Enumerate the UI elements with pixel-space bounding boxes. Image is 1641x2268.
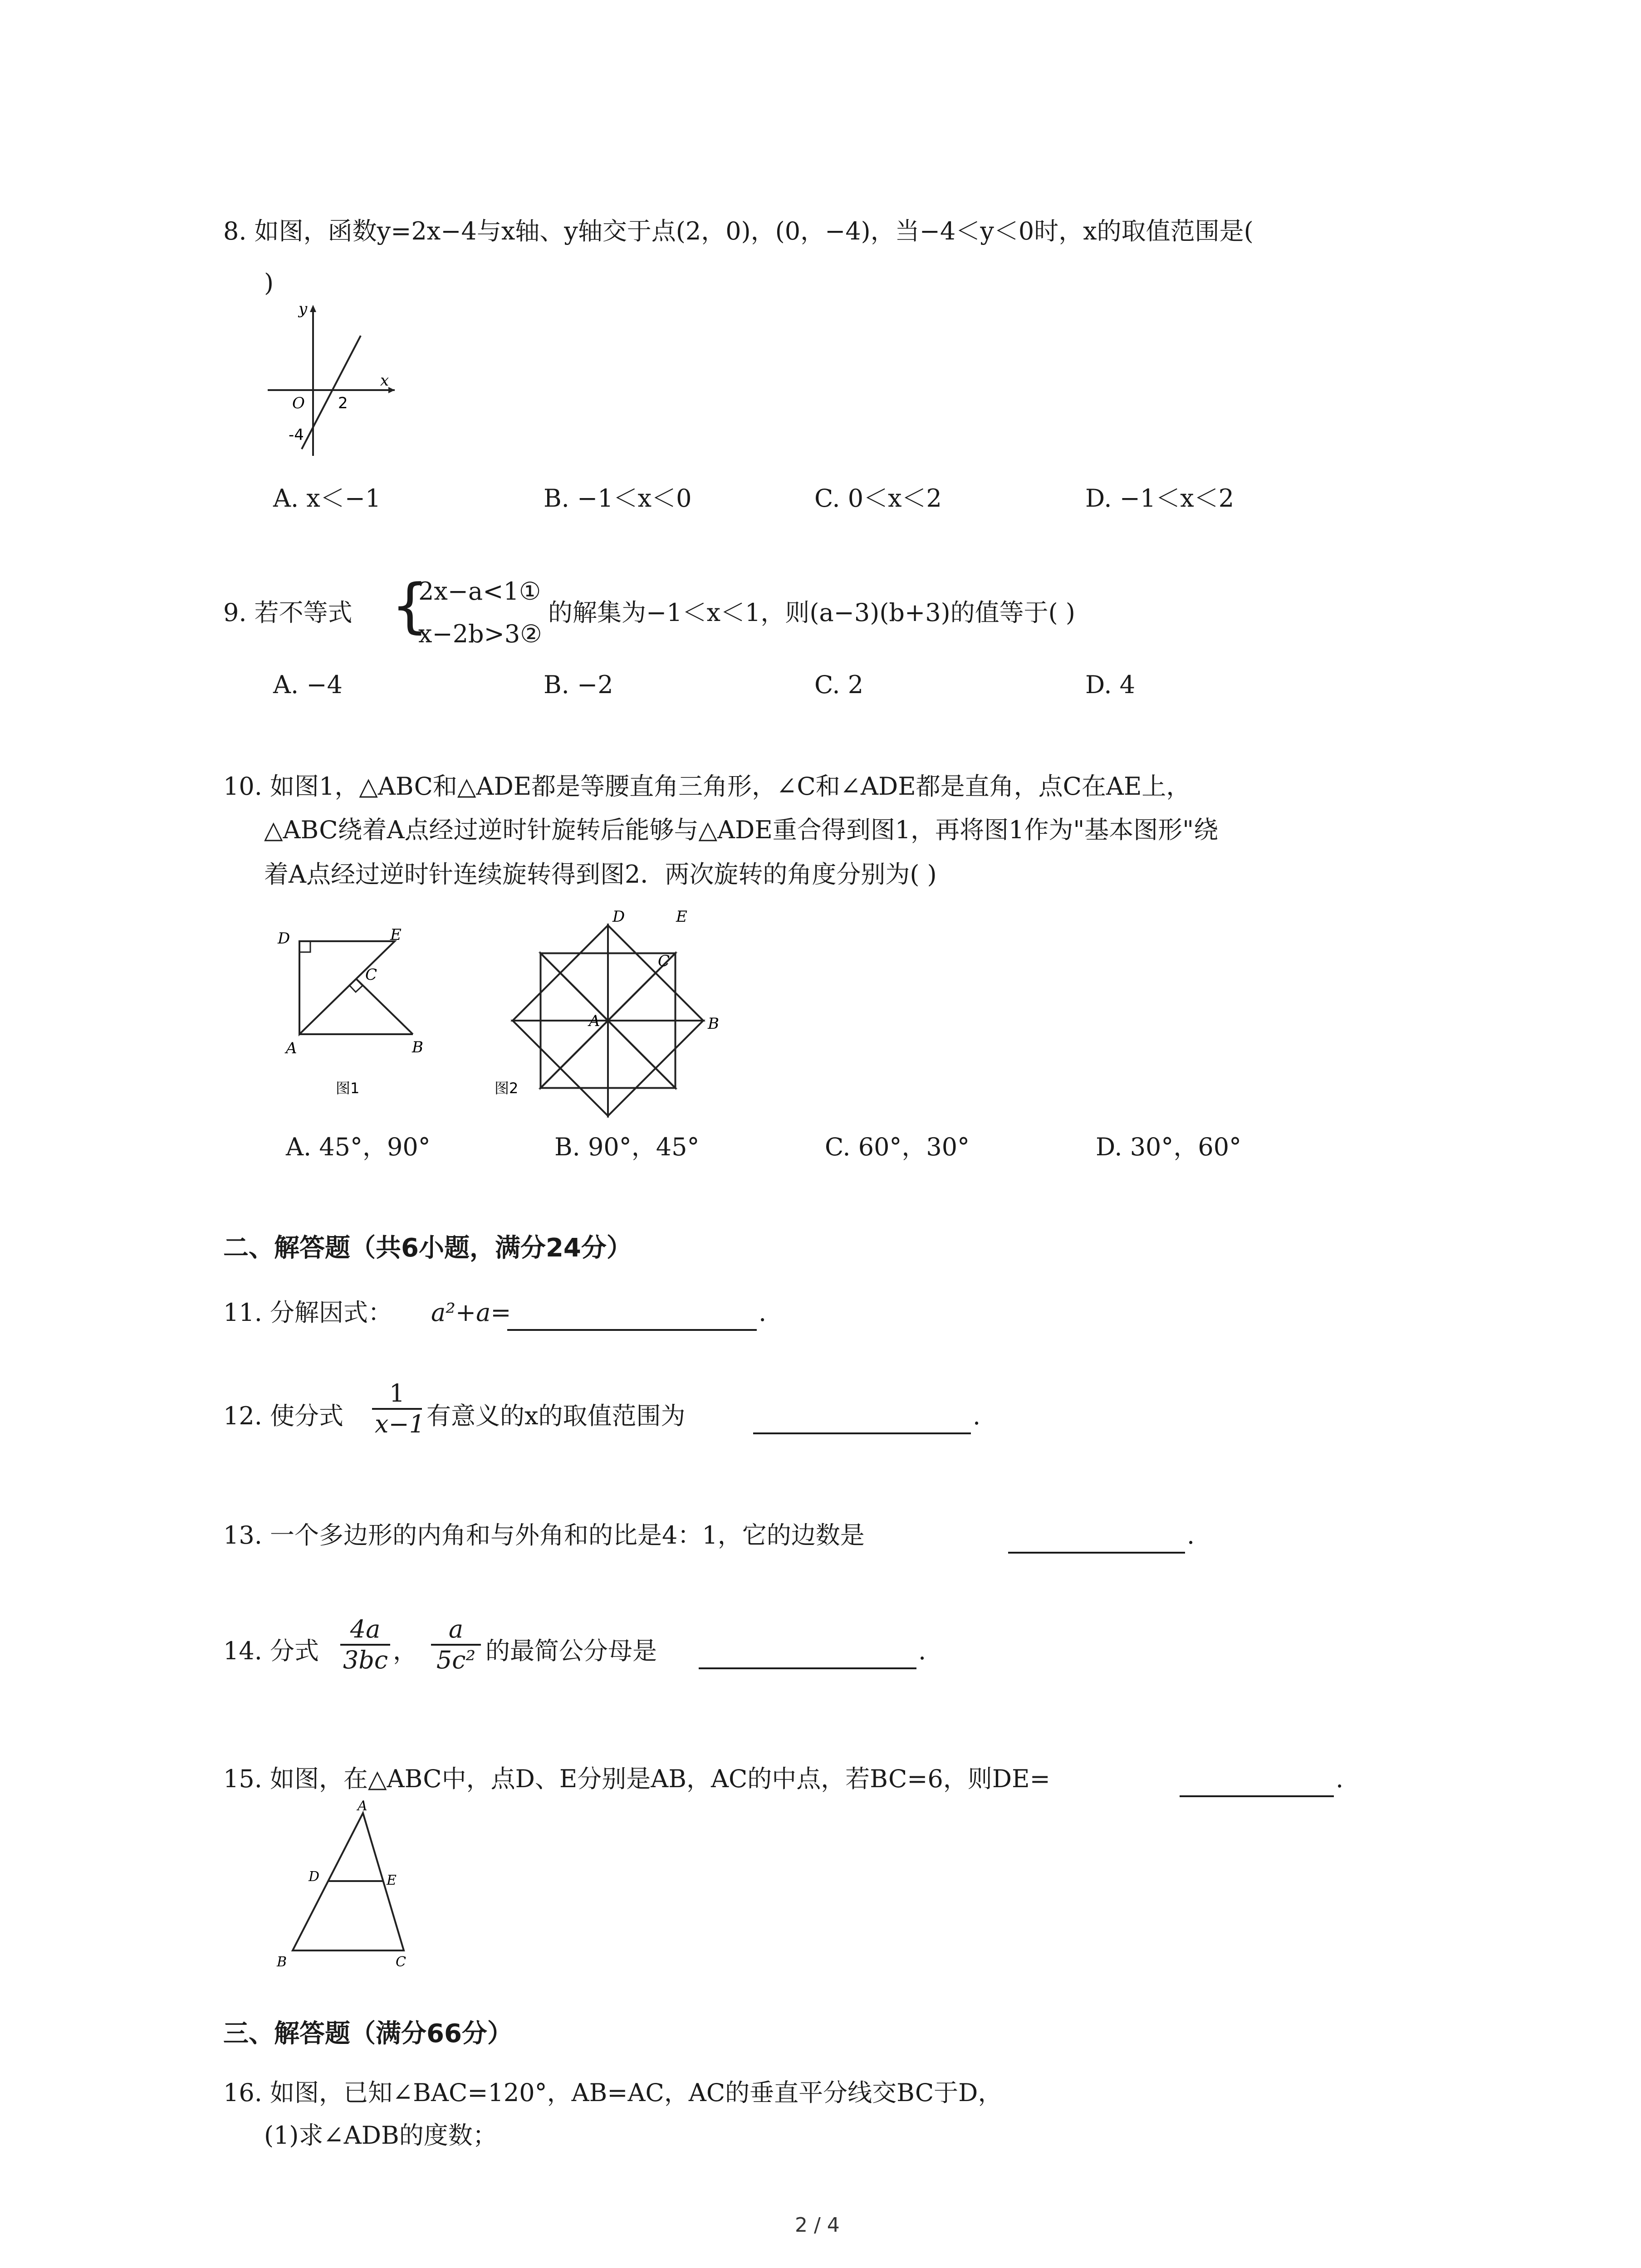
q10-option-b[interactable]: B. 90°，45° xyxy=(554,1133,700,1161)
q14-fraction-1 xyxy=(340,1615,390,1675)
q8-graph-x-intercept-label: 2 xyxy=(338,394,348,412)
q10-fig1-label-b: B xyxy=(412,1038,423,1056)
q10-option-c[interactable]: C. 60°，30° xyxy=(825,1133,970,1161)
q10-fig2-label-c: C xyxy=(658,952,670,970)
q10-option-a[interactable]: A. 45°，90° xyxy=(286,1133,431,1161)
q9-option-b[interactable]: B. −2 xyxy=(544,670,613,699)
q14-fraction-1-denominator: 3bc xyxy=(343,1646,388,1674)
q9-inequality-2: x−2b>3② xyxy=(418,620,542,648)
q12-period: . xyxy=(973,1402,981,1430)
q11-stem: 11. 分解因式： xyxy=(223,1298,393,1327)
section-2-heading: 二、解答题（共6小题，满分24分） xyxy=(223,1233,632,1263)
q12-fraction xyxy=(372,1379,425,1439)
q10-fig2-label-a: A xyxy=(589,1012,600,1030)
q10-fig1-label-a: A xyxy=(286,1039,297,1057)
q9-stem-prefix: 9. 若不等式 xyxy=(223,598,353,627)
q14-stem-prefix: 14. 分式 xyxy=(223,1637,319,1665)
q10-option-d[interactable]: D. 30°，60° xyxy=(1096,1133,1242,1161)
q9-option-a[interactable]: A. −4 xyxy=(273,670,343,699)
q15-label-a: A xyxy=(358,1798,367,1814)
q11-period: . xyxy=(759,1298,767,1327)
page-number: 2 / 4 xyxy=(795,2214,840,2237)
q10-fig2-label-b: B xyxy=(708,1015,719,1033)
q15-label-b: B xyxy=(277,1954,287,1970)
q8-graph xyxy=(263,295,399,458)
q9-option-d[interactable]: D. 4 xyxy=(1085,670,1136,699)
q11-expression: a²+a= xyxy=(431,1298,511,1327)
q14-period: . xyxy=(918,1637,926,1665)
q9-system-brace: { xyxy=(391,571,429,640)
q11-answer-blank[interactable] xyxy=(507,1329,757,1331)
q10-stem-line1: 10. 如图1，△ABC和△ADE都是等腰直角三角形，∠C和∠ADE都是直角，点C在AE上， xyxy=(223,772,1191,801)
q15-triangle-figure xyxy=(272,1798,426,1975)
q9-option-c[interactable]: C. 2 xyxy=(814,670,864,699)
q14-stem-suffix: 的最简公分母是 xyxy=(485,1637,657,1665)
q8-graph-y-label: y xyxy=(299,300,308,318)
q15-label-d: D xyxy=(309,1869,320,1885)
q10-figure-2 xyxy=(490,903,726,1139)
q10-fig1-label-c: C xyxy=(365,966,377,984)
q8-stem-line2: ) xyxy=(264,269,274,297)
q10-fig2-caption: 图2 xyxy=(495,1080,519,1097)
q12-fraction-numerator: 1 xyxy=(372,1379,422,1410)
q10-stem-line3: 着A点经过逆时针连续旋转得到图2．两次旋转的角度分别为( ) xyxy=(264,860,937,889)
q14-fraction-1-numerator: 4a xyxy=(340,1615,390,1646)
q12-fraction-denominator: x−1 xyxy=(375,1410,425,1438)
q10-figure-1 xyxy=(272,921,445,1102)
q10-fig2-label-e: E xyxy=(676,908,687,926)
section-3-heading: 三、解答题（满分66分） xyxy=(223,2019,513,2048)
q13-period: . xyxy=(1187,1521,1195,1549)
q8-graph-y-intercept-label: -4 xyxy=(289,426,304,444)
q14-fraction-2-denominator: 5c² xyxy=(436,1646,476,1674)
q10-stem-line2: △ABC绕着A点经过逆时针旋转后能够与△ADE重合得到图1，再将图1作为"基本图形"绕 xyxy=(264,816,1219,844)
q15-label-e: E xyxy=(387,1872,397,1888)
q8-graph-x-label: x xyxy=(380,371,389,390)
q8-graph-origin-label: O xyxy=(292,394,305,412)
q10-fig1-label-d: D xyxy=(278,929,290,948)
q12-answer-blank[interactable] xyxy=(753,1432,971,1434)
q14-fraction-2 xyxy=(431,1615,481,1675)
q8-option-b[interactable]: B. −1＜x＜0 xyxy=(544,484,692,513)
q16-subquestion-1: (1)求∠ADB的度数； xyxy=(264,2121,497,2150)
q16-stem-line1: 16. 如图，已知∠BAC=120°，AB=AC，AC的垂直平分线交BC于D， xyxy=(223,2078,1003,2107)
q10-fig1-caption: 图1 xyxy=(336,1080,360,1097)
q14-answer-blank[interactable] xyxy=(699,1667,916,1669)
q15-stem: 15. 如图，在△ABC中，点D、E分别是AB，AC的中点，若BC=6，则DE= xyxy=(223,1765,1050,1793)
q15-period: . xyxy=(1336,1765,1344,1793)
q8-option-a[interactable]: A. x＜−1 xyxy=(273,484,381,513)
q10-fig1-label-e: E xyxy=(390,926,402,944)
q8-option-c[interactable]: C. 0＜x＜2 xyxy=(814,484,942,513)
q8-stem-line1: 8. 如图，函数y=2x−4与x轴、y轴交于点(2，0)，(0，−4)，当−4＜y＜0时，x的取值范围是( xyxy=(223,217,1254,245)
q15-label-c: C xyxy=(396,1954,406,1970)
q9-inequality-1: 2x−a<1① xyxy=(418,577,541,606)
q14-fraction-2-numerator: a xyxy=(431,1615,481,1646)
q8-option-d[interactable]: D. −1＜x＜2 xyxy=(1085,484,1234,513)
q12-stem-suffix: 有意义的x的取值范围为 xyxy=(426,1402,686,1430)
q12-stem-prefix: 12. 使分式 xyxy=(223,1402,344,1430)
q10-fig2-label-d: D xyxy=(612,908,625,926)
q13-stem: 13. 一个多边形的内角和与外角和的比是4：1，它的边数是 xyxy=(223,1521,865,1549)
q14-separator: ， xyxy=(393,1637,417,1665)
q9-stem-suffix: 的解集为−1＜x＜1，则(a−3)(b+3)的值等于( ) xyxy=(548,598,1075,627)
q13-answer-blank[interactable] xyxy=(1008,1552,1185,1554)
q15-answer-blank[interactable] xyxy=(1180,1795,1334,1797)
